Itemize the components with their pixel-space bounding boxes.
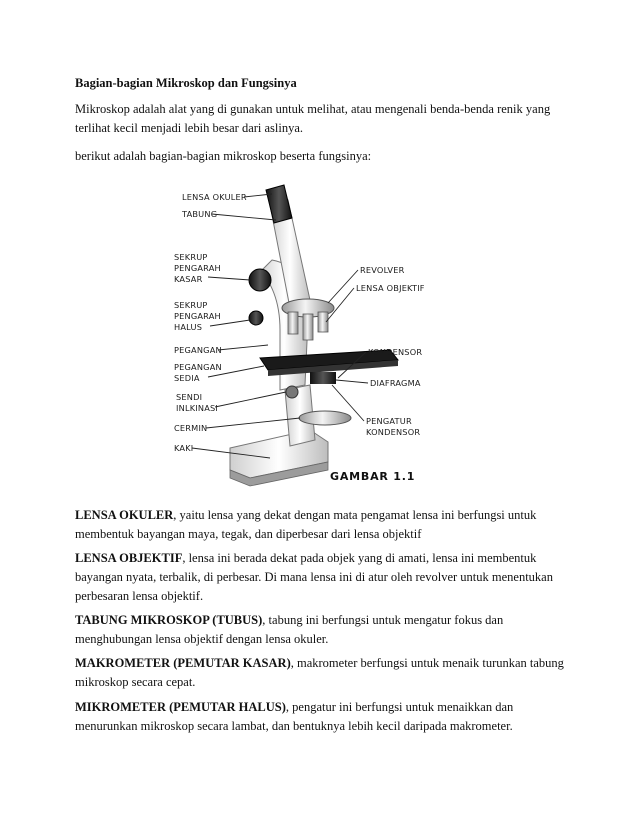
- definition-lensa-okuler: [75, 506, 575, 544]
- label-pengatur-kondensor-2: KONDENSOR: [366, 427, 421, 437]
- label-tabung: TABUNG: [182, 209, 218, 219]
- label-pegangan-sedia-2: SEDIA: [174, 373, 200, 383]
- definition-text: , lensa ini berada dekat pada objek yang di amati, lensa ini membentuk bayangan nyata, terbalik, di perbesar. Di mana lensa ini di atur oleh revolver untuk menentukan perbesaran lensa objektif.: [75, 551, 553, 603]
- definition-mikrometer: [75, 698, 575, 736]
- label-sekrup-kasar-3: KASAR: [174, 274, 203, 284]
- definition-term: LENSA OBJEKTIF: [75, 551, 183, 565]
- definition-tabung: [75, 611, 575, 649]
- label-kaki: KAKI: [174, 443, 194, 453]
- label-sekrup-halus-2: PENGARAH: [174, 311, 221, 321]
- label-cermin: CERMIN: [174, 423, 208, 433]
- definition-term: MAKROMETER (PEMUTAR KASAR): [75, 656, 291, 670]
- label-revolver: REVOLVER: [360, 265, 405, 275]
- label-sendi-1: SENDI: [176, 392, 203, 402]
- label-sekrup-kasar-2: PENGARAH: [174, 263, 221, 273]
- figure-caption: GAMBAR 1.1: [330, 470, 416, 483]
- label-kondensor: KONDENSOR: [368, 347, 423, 357]
- label-sekrup-halus-1: SEKRUP: [174, 300, 208, 310]
- label-pegangan-sedia-1: PEGANGAN: [174, 362, 222, 372]
- definition-makrometer: [75, 654, 575, 692]
- lead-paragraph: berikut adalah bagian-bagian mikroskop beserta fungsinya:: [75, 149, 372, 163]
- intro-paragraph: Mikroskop adalah alat yang di gunakan untuk melihat, atau mengenali benda-benda renik yang terlihat kecil menjadi lebih besar dari aslinya.: [75, 102, 551, 135]
- definition-text: , tabung ini berfungsi untuk mengatur fokus dan menghubungan lensa objektif dengan lensa okuler.: [75, 613, 504, 646]
- label-sekrup-kasar-1: SEKRUP: [174, 252, 208, 262]
- definition-term: MIKROMETER (PEMUTAR HALUS): [75, 700, 286, 714]
- label-lensa-objektif: LENSA OBJEKTIF: [356, 283, 425, 293]
- microscope-figure: [160, 180, 490, 500]
- label-diafragma: DIAFRAGMA: [370, 378, 421, 388]
- label-sekrup-halus-3: HALUS: [174, 322, 203, 332]
- page-title: Bagian-bagian Mikroskop dan Fungsinya: [75, 76, 297, 90]
- definition-term: TABUNG MIKROSKOP (TUBUS): [75, 613, 263, 627]
- definition-text: , pengatur ini berfungsi untuk menaikkan dan menurunkan mikroskop secara lambat, dan bentuknya lebih kecil daripada makrometer.: [75, 700, 514, 733]
- label-lensa-okuler: LENSA OKULER: [182, 192, 247, 202]
- microscope-illustration: [230, 185, 398, 486]
- label-pengatur-kondensor-1: PENGATUR: [366, 416, 412, 426]
- definition-text: , makrometer berfungsi untuk menaik turunkan tabung mikroskop secara cepat.: [75, 656, 564, 689]
- label-pegangan: PEGANGAN: [174, 345, 222, 355]
- definition-text: , yaitu lensa yang dekat dengan mata pengamat lensa ini berfungsi untuk membentuk bayangan maya, tegak, dan diperbesar dari lensa objektif: [75, 508, 537, 541]
- definition-term: LENSA OKULER: [75, 508, 174, 522]
- definition-lensa-objektif: [75, 549, 575, 606]
- microscope-diagram: [160, 180, 490, 500]
- label-sendi-2: INLKINASI: [176, 403, 219, 413]
